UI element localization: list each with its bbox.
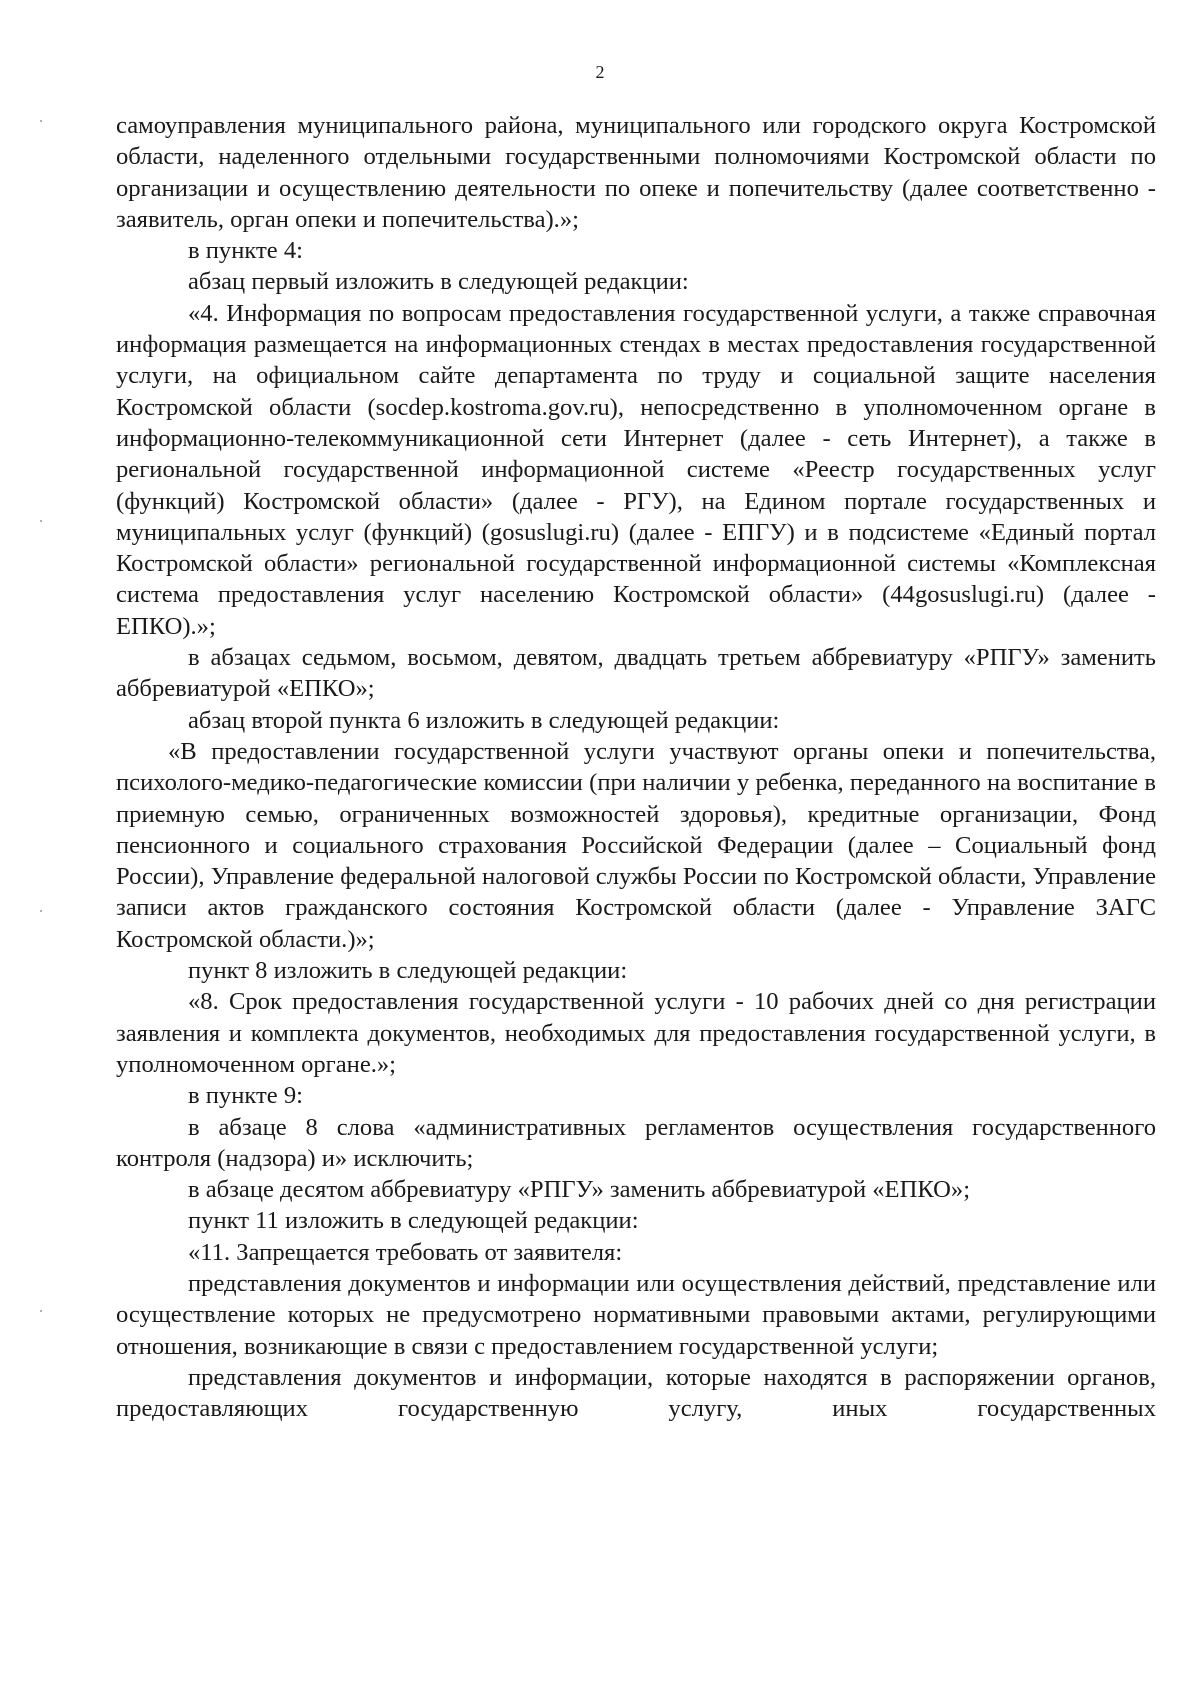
paragraph: в пункте 9: xyxy=(188,1082,303,1110)
paragraph: абзац первый изложить в следующей редакции: xyxy=(188,268,689,296)
paragraph: «8. Срок предоставления государственной услуги - 10 рабочих дней со дня регистрации заявления и комплекта документов, необходимых для предоставления государственной услуги, в уполномоченном органе.»; xyxy=(116,988,1156,1078)
scan-speck xyxy=(40,910,42,912)
paragraph: самоуправления муниципального района, муниципального или городского округа Костромской области, наделенного отдельными государственными полномочиями Костромской области по организации и осуществлению деятельности по опеке и попечительству (далее соответственно - заявитель, орган опеки и попечительства).»; xyxy=(116,112,1156,233)
paragraph: представления документов и информации или осуществления действий, представление или осуществление которых не предусмотрено нормативными правовыми актами, регулирующими отношения, возникающие в связи с предоставлением государственной услуги; xyxy=(116,1269,1156,1360)
paragraph: «В предоставлении государственной услуги участвуют органы опеки и попечительства, психолого-медико-педагогические комиссии (при наличии у ребенка, переданного на воспитание в приемную семью, ограниченных возможностей здоровья), кредитные организации, Фонд пенсионного и социального страхования Российской Федерации (далее – Социальный фонд России), Управление федеральной налоговой службы России по Костромской области, Управление записи актов гражданского состояния Костромской области (далее - Управление ЗАГС Костромской области.)»; xyxy=(116,737,1156,953)
scan-speck xyxy=(40,1310,42,1312)
paragraph: пункт 11 изложить в следующей редакции: xyxy=(188,1207,639,1235)
paragraph: пункт 8 изложить в следующей редакции: xyxy=(188,957,628,985)
scan-speck xyxy=(40,520,42,522)
document-body xyxy=(116,110,1156,1424)
paragraph: представления документов и информации, которые находятся в распоряжении органов, предоставляющих государственную услугу, иных государственных xyxy=(116,1363,1156,1423)
paragraph: «4. Информация по вопросам предоставления государственной услуги, а также справочная информация размещается на информационных стендах в местах предоставления государственной услуги, на официальном сайте департамента по труду и социальной защите населения Костромской области (socdep.kostroma.gov.ru), непосредственно в уполномоченном органе в информационно-телекоммуникационной сети Интернет (далее - сеть Интернет), а также в региональной государственной информационной системе «Реестр государственных услуг (функций) Костромской области» (далее - РГУ), на Едином портале государственных и муниципальных услуг (функций) (gosuslugi.ru) (далее - ЕПГУ) и в подсистеме «Единый портал Костромской области» региональной государственной информационной системы «Комплексная система предоставления услуг населению Костромской области» (44gosuslugi.ru) (далее - ЕПКО).»; xyxy=(116,299,1156,640)
scan-speck xyxy=(40,120,42,122)
paragraph: в абзацах седьмом, восьмом, девятом, двадцать третьем аббревиатуру «РПГУ» заменить аббревиатурой «ЕПКО»; xyxy=(116,644,1156,703)
page-number: 2 xyxy=(595,62,605,82)
paragraph: абзац второй пункта 6 изложить в следующей редакции: xyxy=(188,706,780,734)
paragraph: в абзаце десятом аббревиатуру «РПГУ» заменить аббревиатурой «ЕПКО»; xyxy=(188,1176,971,1204)
paragraph: «11. Запрещается требовать от заявителя: xyxy=(188,1238,623,1266)
paragraph: в пункте 4: xyxy=(188,237,303,265)
paragraph: в абзаце 8 слова «административных регламентов осуществления государственного контроля (надзора) и» исключить; xyxy=(116,1113,1156,1172)
